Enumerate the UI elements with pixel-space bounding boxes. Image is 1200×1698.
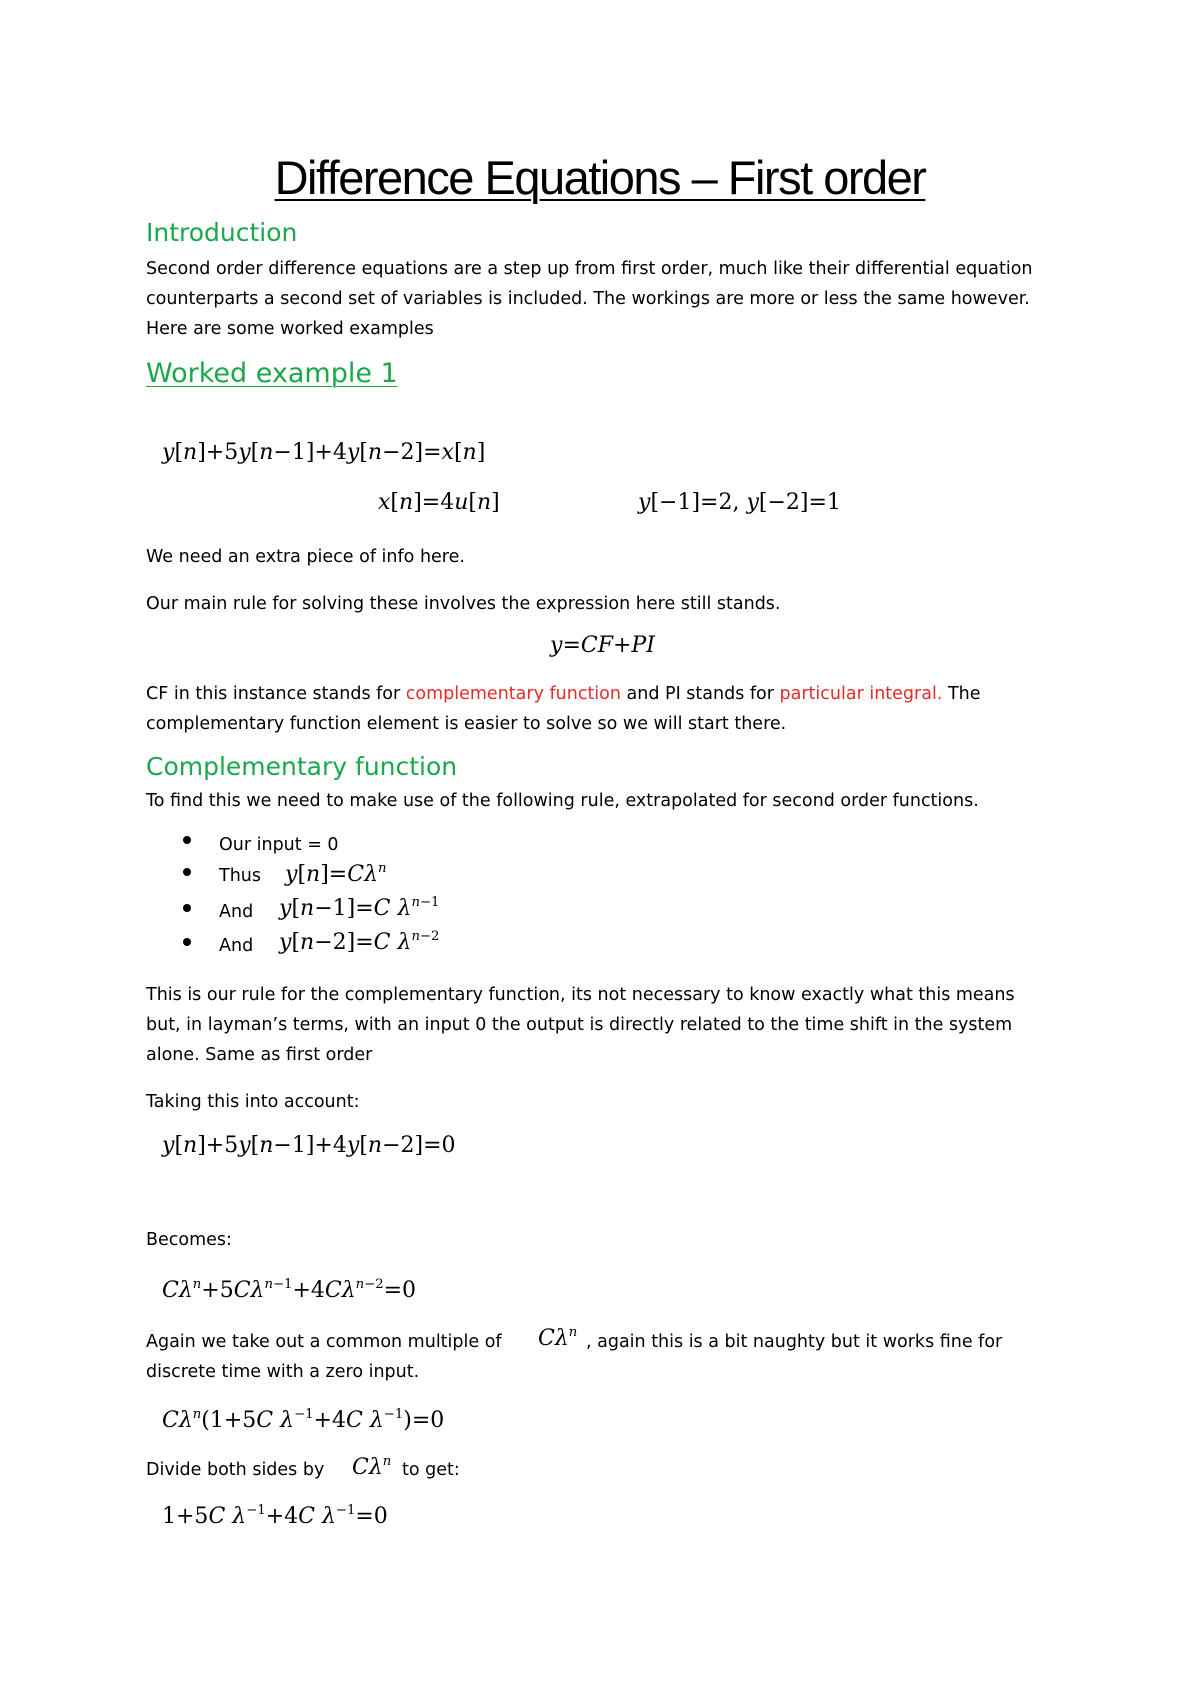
- again-line-1-end: , again this is a bit naughty but it works fine for: [586, 1332, 1003, 1352]
- complementary-function-heading: Complementary function: [146, 752, 458, 781]
- equation-factored: $C\lambda^n(1+5C$ $\lambda^{-1}+4C$ $\lambda^{-1})=0$: [162, 1406, 445, 1433]
- equation-characteristic: $C\lambda^n+5C\lambda^{n-1}+4C\lambda^{n-2}=0$: [162, 1276, 417, 1303]
- rule-line-2: but, in layman’s terms, with an input 0 the output is directly related to the time shift in the system: [146, 1015, 1013, 1035]
- intro-line-2: counterparts a second set of variables is included. The workings are more or less the same however.: [146, 289, 1030, 309]
- bullet-and-label-2: And: [219, 936, 254, 956]
- again-line-1-start: Again we take out a common multiple of: [146, 1332, 502, 1352]
- taking-into-account: Taking this into account:: [146, 1092, 360, 1112]
- bullet-and-label-1: And: [219, 902, 254, 922]
- equation-initial-conditions: y[−1]=2, y[−2]=1: [638, 490, 841, 515]
- bullet-dot: [183, 904, 191, 912]
- bullet-thus-equation: $y[n]=C\lambda^n$: [285, 860, 387, 887]
- bullet-input-zero: Our input = 0: [219, 835, 339, 855]
- complementary-function-term: complementary function: [405, 684, 621, 704]
- bullet-thus-label: Thus: [219, 866, 261, 886]
- para-extra-info: We need an extra piece of info here.: [146, 547, 465, 567]
- complementary-intro: To find this we need to make use of the following rule, extrapolated for second order functions.: [146, 791, 979, 811]
- bullet-and-equation-2: y[n−2]=C $\lambda^{n-2}$: [279, 928, 440, 955]
- introduction-heading: Introduction: [146, 218, 298, 247]
- divisor-term: $C\lambda^n$: [352, 1453, 392, 1480]
- cf-definition-line-1: CF in this instance stands for complementary function and PI stands for particular integral. The: [146, 684, 981, 704]
- bullet-dot: [183, 836, 191, 844]
- common-multiple-term: $C\lambda^n$: [538, 1324, 578, 1351]
- divide-end: to get:: [402, 1460, 460, 1480]
- bullet-dot: [183, 868, 191, 876]
- equation-divided: 1+5C $\lambda^{-1}+4C$ $\lambda^{-1}=0$: [162, 1502, 388, 1529]
- para-main-rule: Our main rule for solving these involves the expression here still stands.: [146, 594, 781, 614]
- again-line-2: discrete time with a zero input.: [146, 1362, 420, 1382]
- page-title: Difference Equations – First order: [274, 151, 926, 204]
- rule-line-1: This is our rule for the complementary function, its not necessary to know exactly what this means: [146, 985, 1015, 1005]
- particular-integral-term: particular integral.: [779, 684, 943, 704]
- equation-homogeneous: y[n]+5y[n−1]+4y[n−2]=0: [162, 1133, 456, 1158]
- intro-line-1: Second order difference equations are a step up from first order, much like their differential equation: [146, 259, 1033, 279]
- equation-main: y[n]+5y[n−1]+4y[n−2]=x[n]: [162, 440, 486, 465]
- bullet-and-equation-1: y[n−1]=C $\lambda^{n-1}$: [279, 894, 440, 921]
- bullet-dot: [183, 938, 191, 946]
- equation-cf-pi: y=CF+PI: [550, 633, 655, 658]
- becomes-label: Becomes:: [146, 1230, 232, 1250]
- intro-line-3: Here are some worked examples: [146, 319, 434, 339]
- rule-line-3: alone. Same as first order: [146, 1045, 373, 1065]
- cf-definition-line-2: complementary function element is easier to solve so we will start there.: [146, 714, 787, 734]
- worked-example-heading: Worked example 1: [146, 358, 398, 389]
- divide-start: Divide both sides by: [146, 1460, 325, 1480]
- equation-input: x[n]=4u[n]: [378, 490, 500, 515]
